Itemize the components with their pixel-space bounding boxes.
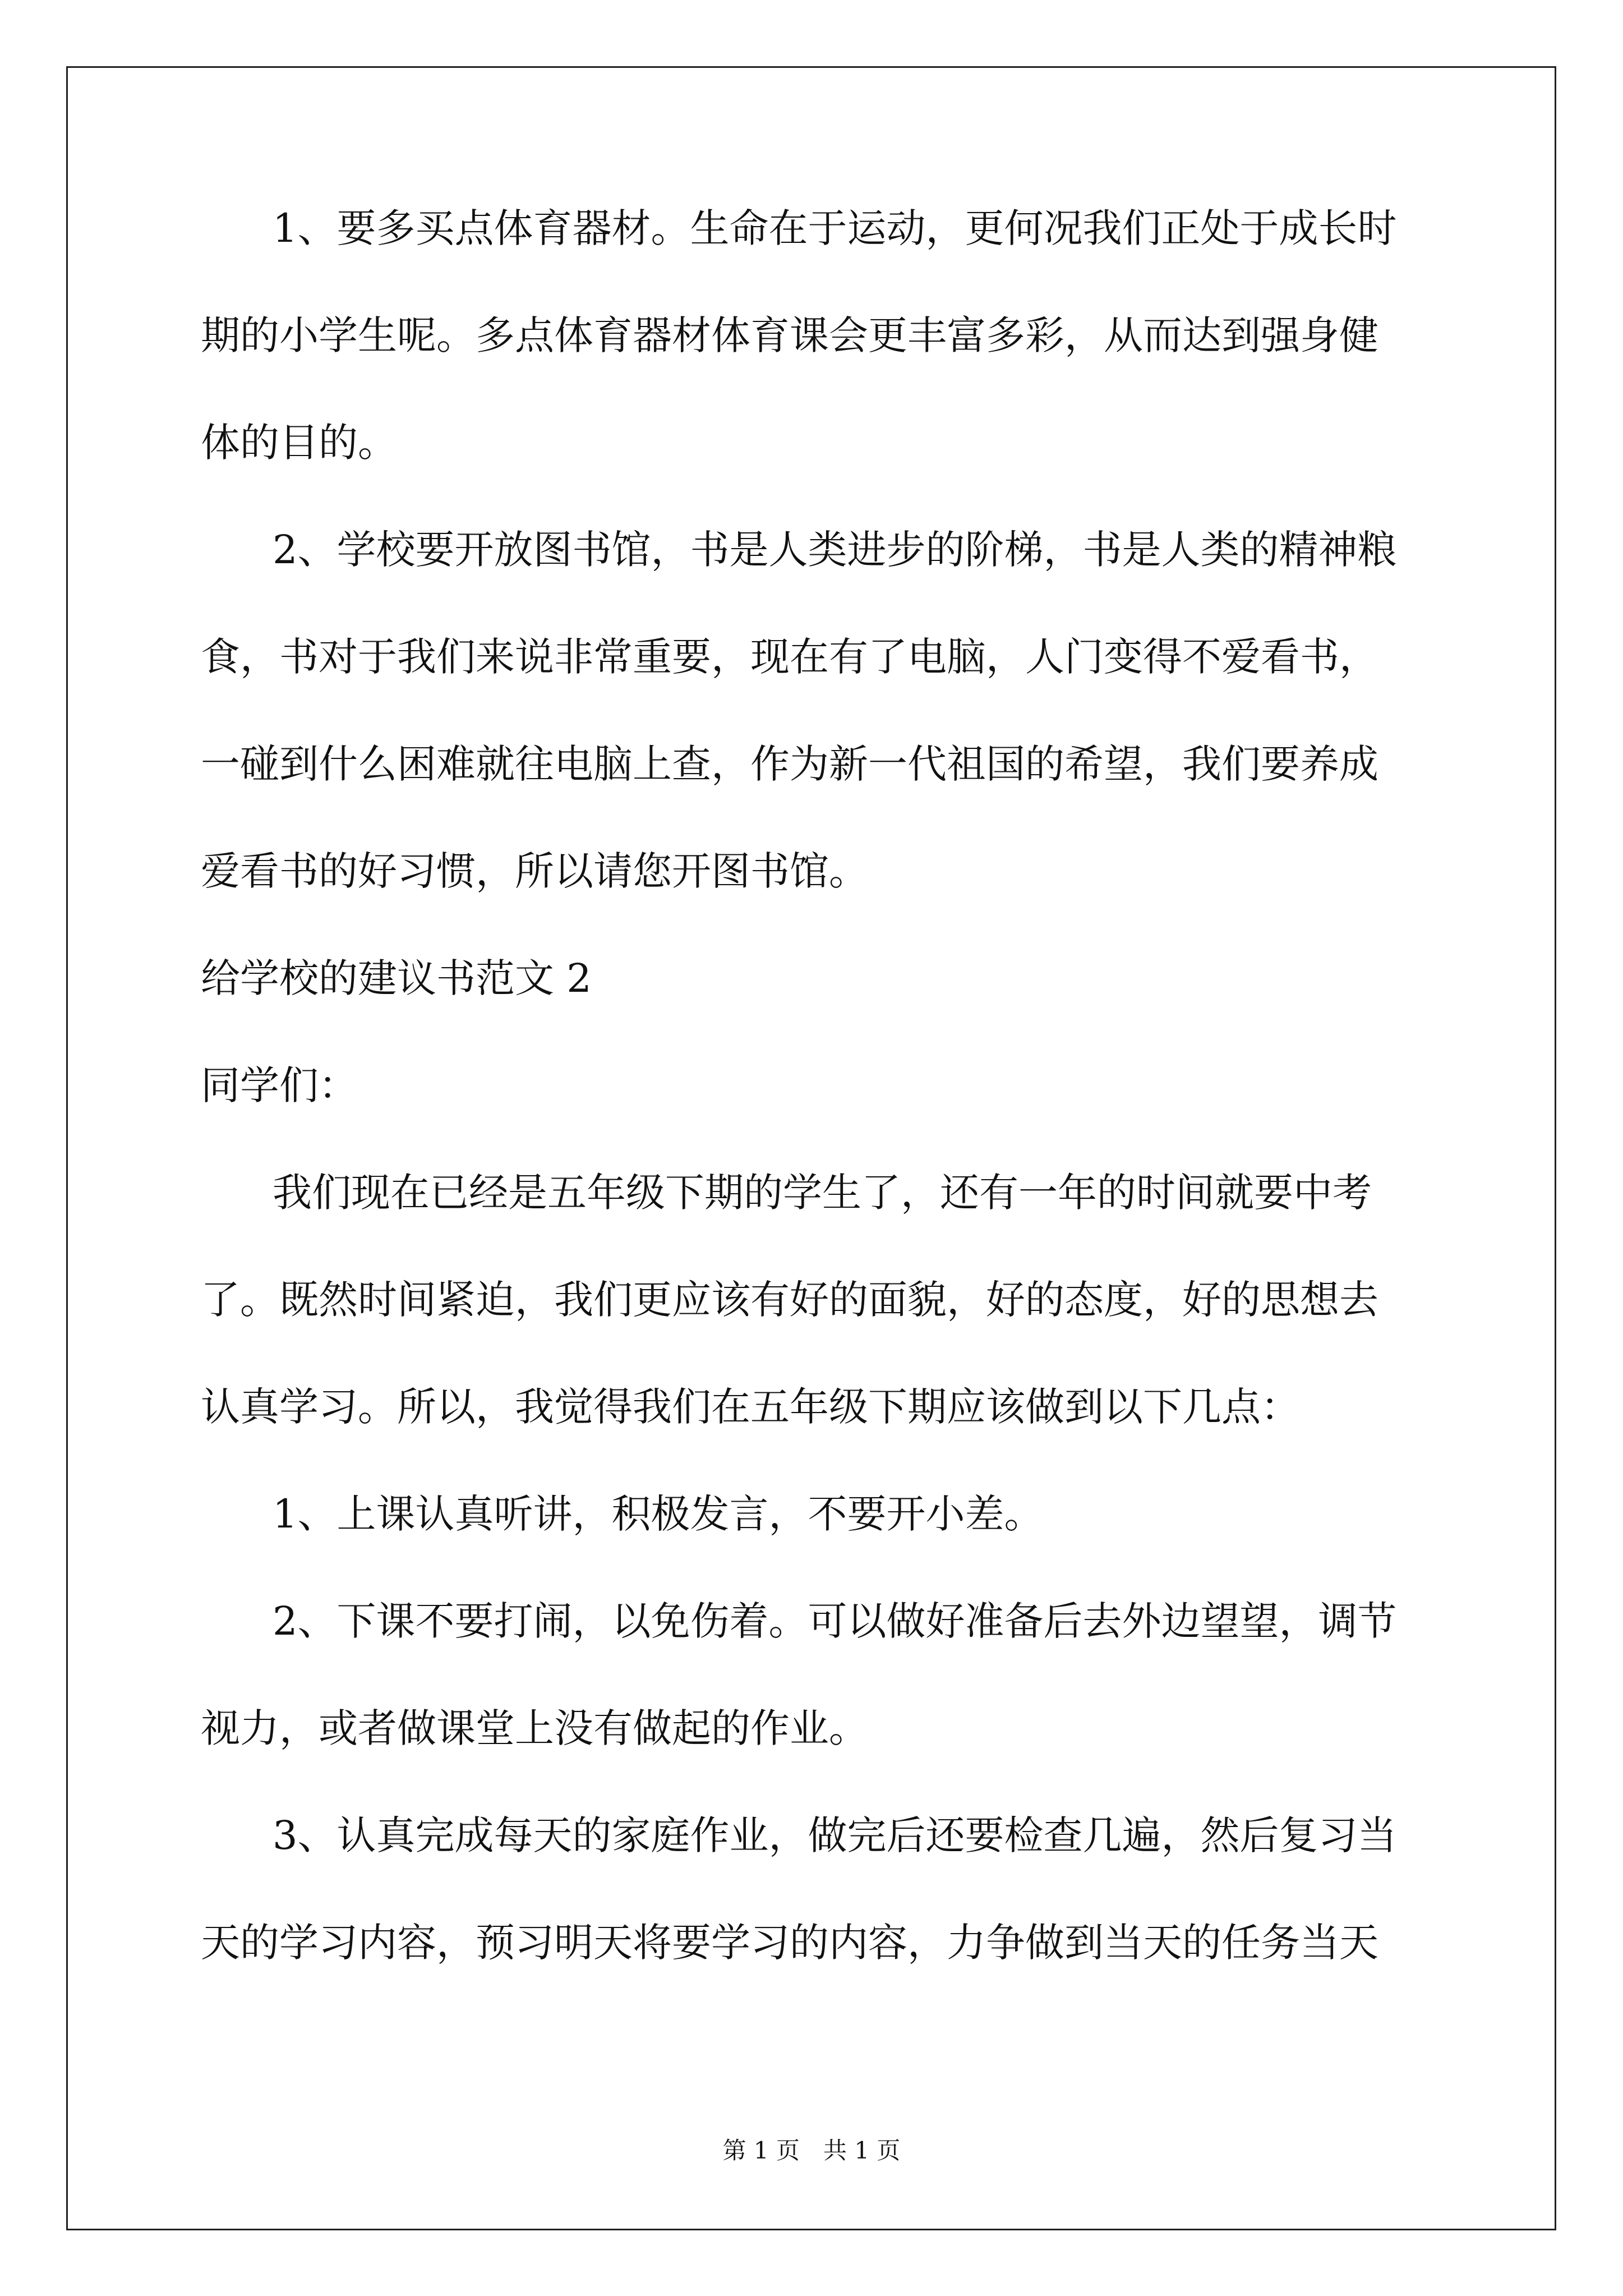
page-border — [66, 66, 1556, 2230]
paragraph-line: 一碰到什么困难就往电脑上查，作为新一代祖国的希望，我们要养成 — [201, 741, 1378, 787]
paragraph-line: 体的目的。 — [201, 420, 397, 466]
paragraph-line: 天的学习内容，预习明天将要学习的内容，力争做到当天的任务当天 — [201, 1920, 1378, 1966]
paragraph-line: 了。既然时间紧迫，我们更应该有好的面貌，好的态度，好的思想去 — [201, 1277, 1378, 1323]
section-heading: 给学校的建议书范文 2 — [201, 955, 592, 1001]
paragraph-line: 1、要多买点体育器材。生命在于运动，更何况我们正处于成长时 — [273, 205, 1397, 251]
paragraph-line: 我们现在已经是五年级下期的学生了，还有一年的时间就要中考 — [273, 1170, 1372, 1216]
paragraph-line: 2、学校要开放图书馆，书是人类进步的阶梯，书是人类的精神粮 — [273, 527, 1397, 573]
salutation: 同学们： — [201, 1062, 358, 1108]
paragraph-line: 2、下课不要打闹，以免伤着。可以做好准备后去外边望望，调节 — [273, 1598, 1397, 1644]
page-number-footer: 第 1 页 共 1 页 — [722, 2137, 901, 2164]
paragraph-line: 视力，或者做课堂上没有做起的作业。 — [201, 1705, 868, 1751]
paragraph-line: 认真学习。所以，我觉得我们在五年级下期应该做到以下几点： — [201, 1384, 1300, 1430]
paragraph-line: 爱看书的好习惯，所以请您开图书馆。 — [201, 848, 868, 894]
paragraph-line: 食，书对于我们来说非常重要，现在有了电脑，人门变得不爱看书， — [201, 634, 1378, 680]
paragraph-line: 1、上课认真听讲，积极发言，不要开小差。 — [273, 1491, 1044, 1537]
paragraph-line: 期的小学生呢。多点体育器材体育课会更丰富多彩，从而达到强身健 — [201, 312, 1378, 358]
paragraph-line: 3、认真完成每天的家庭作业，做完后还要检查几遍，然后复习当 — [273, 1812, 1397, 1858]
